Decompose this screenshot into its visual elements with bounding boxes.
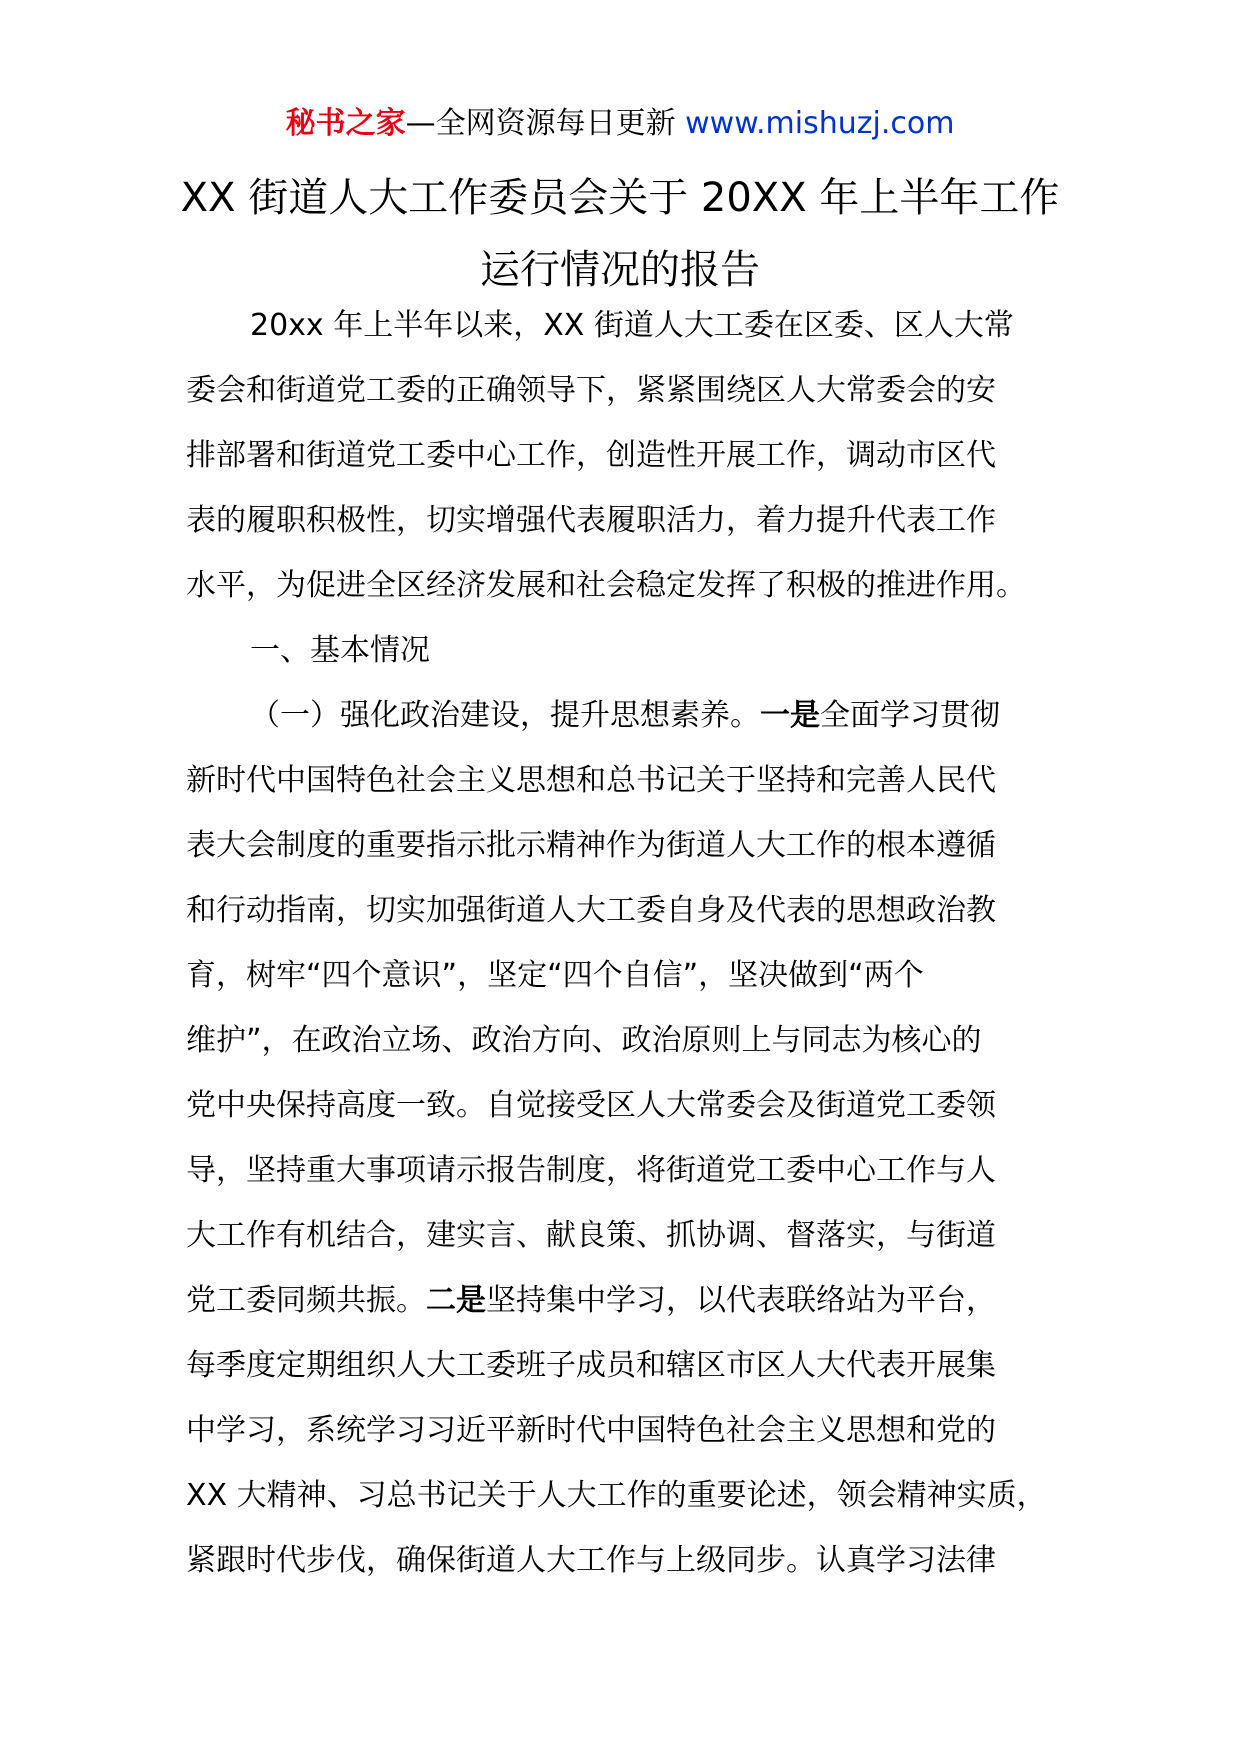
bold-marker: 二是 <box>426 1283 486 1318</box>
body-line: XX 大精神、习总书记关于人大工作的重要论述，领会精神实质， <box>186 1478 1047 1513</box>
body-line <box>186 1268 1086 1333</box>
body-line: 表的履职积极性，切实增强代表履职活力，着力提升代表工作 <box>186 503 996 538</box>
title-line-1: XX 街道人大工作委员会关于 20XX 年上半年工作 <box>180 175 1060 221</box>
section-heading: 一、基本情况 <box>250 633 430 668</box>
body-line <box>186 683 1086 748</box>
title-line-2: 运行情况的报告 <box>480 247 760 293</box>
body-line: 委会和街道党工委的正确领导下，紧紧围绕区人大常委会的安 <box>186 373 996 408</box>
brand-name: 秘书之家 <box>285 106 406 141</box>
document-body <box>186 293 1086 1593</box>
body-line: 20xx 年上半年以来，XX 街道人大工委在区委、区人大常 <box>250 308 1014 343</box>
body-text-run: 党工委同频共振。 <box>186 1283 426 1318</box>
body-text-run: 坚持集中学习，以代表联络站为平台， <box>486 1283 996 1318</box>
bold-marker: 一是 <box>760 698 820 733</box>
body-line: 导，坚持重大事项请示报告制度，将街道党工委中心工作与人 <box>186 1153 996 1188</box>
site-url[interactable]: www.mishuzj.com <box>685 106 955 141</box>
body-line: 每季度定期组织人大工委班子成员和辖区市区人大代表开展集 <box>186 1348 996 1383</box>
body-text-run: 全面学习贯彻 <box>820 698 1000 733</box>
body-line: 育，树牢“四个意识”，坚定“四个自信”，坚决做到“两个 <box>186 958 924 993</box>
body-line: 排部署和街道党工委中心工作，创造性开展工作，调动市区代 <box>186 438 996 473</box>
body-line: 维护”，在政治立场、政治方向、政治原则上与同志为核心的 <box>186 1023 982 1058</box>
body-line: 党中央保持高度一致。自觉接受区人大常委会及街道党工委领 <box>186 1088 996 1123</box>
body-line: 表大会制度的重要指示批示精神作为街道人大工作的根本遵循 <box>186 828 996 863</box>
body-line: 大工作有机结合，建实言、献良策、抓协调、督落实，与街道 <box>186 1218 996 1253</box>
document-title <box>150 162 1090 306</box>
body-line: 紧跟时代步伐，确保街道人大工作与上级同步。认真学习法律 <box>186 1543 996 1578</box>
body-line: 和行动指南，切实加强街道人大工委自身及代表的思想政治教 <box>186 893 996 928</box>
body-line: 中学习，系统学习习近平新时代中国特色社会主义思想和党的 <box>186 1413 996 1448</box>
subsection-heading: （一）强化政治建设，提升思想素养。 <box>250 698 760 733</box>
body-line: 新时代中国特色社会主义思想和总书记关于坚持和完善人民代 <box>186 763 996 798</box>
header-slogan: —全网资源每日更新 <box>405 106 676 141</box>
site-header <box>0 100 1240 148</box>
body-line: 水平，为促进全区经济发展和社会稳定发挥了积极的推进作用。 <box>186 568 1026 603</box>
